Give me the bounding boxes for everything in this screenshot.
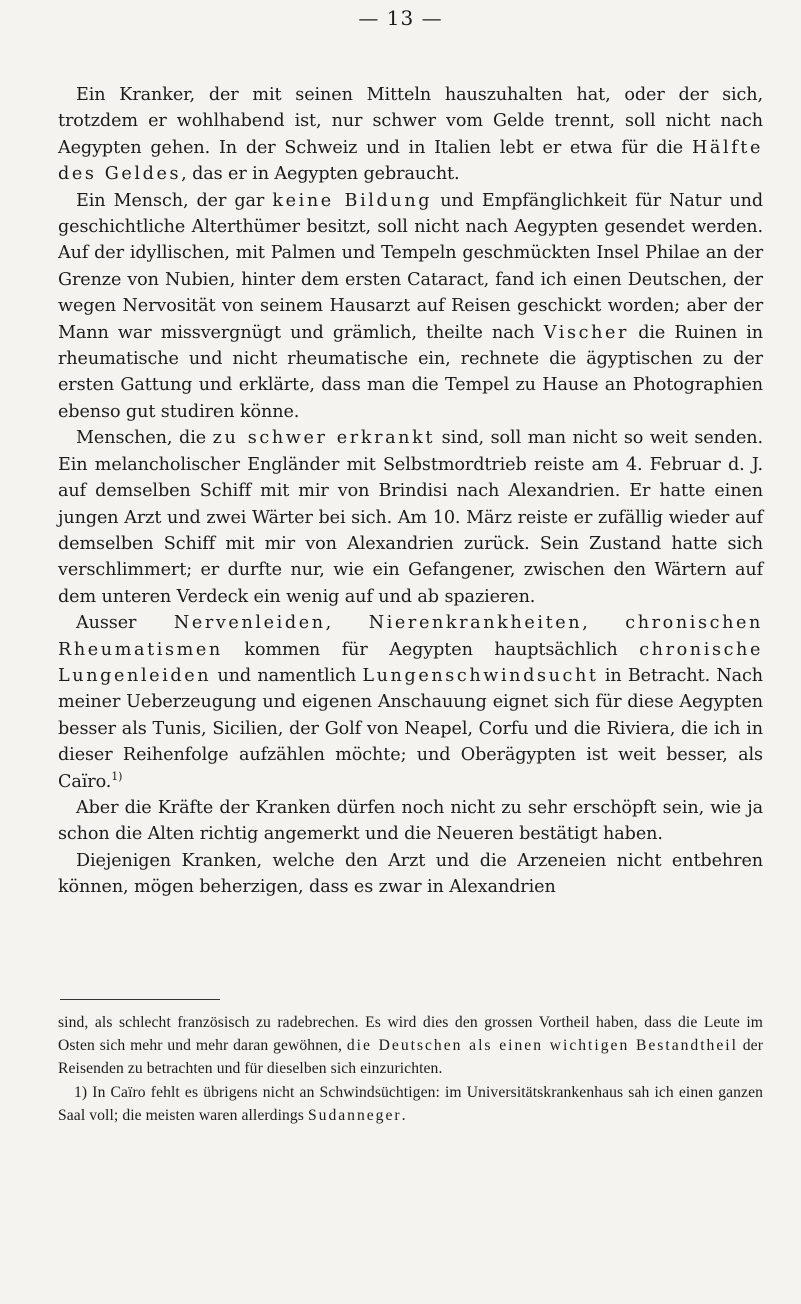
text-run: Ein Mensch, der gar	[76, 190, 273, 211]
footnote-marker: 1)	[111, 769, 123, 783]
text-run: Aber die Kräfte der Kranken dürfen noch nicht zu sehr erschöpft sein, wie ja schon die Alten richtig angemerkt und die Neueren bestätigt haben.	[58, 797, 763, 845]
page-number: — 13 —	[358, 6, 443, 30]
emphasis-spaced: chronischen Rheumatismen	[58, 613, 763, 660]
footnote-divider	[60, 999, 220, 1000]
text-run: Ein Kranker, der mit seinen Mitteln hauszuhalten hat, oder der sich, trotzdem er wohlhabend ist, nur schwer vom Gelde trennt, soll nicht nach Aegypten gehen. In der Schweiz und in Italien lebt er etwa für die	[58, 85, 763, 158]
text-run: .	[401, 1106, 406, 1124]
text-run: Diejenigen Kranken, welche den Arzt und die Arzeneien nicht entbehren können, mögen beherzigen, dass es zwar in Alexandrien	[58, 850, 763, 898]
main-text	[58, 82, 763, 901]
text-run: und namentlich	[211, 665, 363, 686]
text-run: und Empfänglichkeit für Natur und geschichtliche Alterthümer besitzt, soll nicht nach Aegypten gesendet werden. Auf der idyllischen, mit Palmen und Tempeln geschmückten Insel Philae an der Grenze von Nubien, hinter dem ersten Cataract, fand ich einen Deutschen, der wegen Nervosität von seinem Hausarzt auf Reisen geschickt worden; aber der Mann war missvergnügt und grämlich, theilte nach	[58, 190, 763, 343]
paragraph-3	[58, 425, 763, 610]
emphasis-spaced: keine Bildung	[272, 190, 433, 211]
emphasis-spaced: zu schwer erkrankt	[212, 428, 436, 449]
text-run: 1) In Caïro fehlt es übrigens nicht an Schwindsüchtigen: im Universitätskrankenhaus sah ich einen ganzen Saal voll; die meisten waren allerdings	[58, 1083, 763, 1124]
text-run: die Ruinen in rheumatische und nicht rheumatische ein, rechnete die ägyptischen zu der ersten Gattung und erklärte, dass man die Tempel zu Hause an Photographien ebenso gut studiren könne.	[58, 322, 763, 422]
footnote-continued	[58, 1011, 763, 1081]
text-run: Menschen, die	[76, 428, 213, 449]
footnote-1	[58, 1081, 763, 1127]
emphasis-spaced: Lungenschwindsucht	[362, 665, 599, 686]
emphasis-spaced: Nierenkrankheiten	[368, 613, 583, 634]
text-run: ,	[325, 613, 369, 634]
emphasis-spaced: Hälfte des Geldes	[58, 137, 763, 185]
emphasis-spaced: Vischer	[543, 322, 630, 343]
paragraph-1	[58, 82, 763, 188]
emphasis-spaced: Nervenleiden	[173, 613, 326, 634]
text-run: , das er in Aegypten gebraucht.	[181, 164, 460, 185]
text-run: sind, als schlecht französisch zu radebrechen. Es wird dies den grossen Vortheil haben, dass die Leute im Osten sich mehr und mehr daran gewöhnen,	[58, 1014, 763, 1055]
paragraph-6	[58, 848, 763, 901]
emphasis-spaced: Sudanneger	[307, 1106, 402, 1124]
text-run: der Reisenden zu betrachten und für dieselben sich einzurichten.	[58, 1037, 763, 1078]
footnotes	[58, 1011, 763, 1127]
paragraph-4	[58, 610, 763, 795]
text-run: in Betracht. Nach meiner Ueberzeugung und eigenen Anschauung eignet sich für diese Aegypten besser als Tunis, Sicilien, der Golf von Neapel, Corfu und die Riviera, die ich in dieser Reihenfolge aufzählen möchte; und Oberägypten ist weit besser, als Caïro.	[58, 665, 763, 792]
text-run: ,	[582, 613, 626, 634]
text-run: sind, soll man nicht so weit senden. Ein melancholischer Engländer mit Selbstmordtrieb reiste am 4. Februar d. J. auf demselben Schiff mit mir von Brindisi nach Alexandrien. Er hatte einen jungen Arzt und zwei Wärter bei sich. Am 10. März reiste er zufällig wieder auf demselben Schiff mit mir von Alexandrien zurück. Sein Zustand hatte sich verschlimmert; er durfte nur, wie ein Gefangener, zwischen den Wärtern auf dem unteren Verdeck ein wenig auf und ab spazieren.	[58, 428, 763, 607]
paragraph-2	[58, 188, 763, 426]
text-run: kommen für Aegypten hauptsächlich	[222, 639, 640, 660]
emphasis-spaced: chronische Lungenleiden	[58, 639, 763, 686]
text-run: Ausser	[76, 613, 174, 634]
emphasis-spaced: die Deutschen als einen wichtigen Bestandtheil	[346, 1037, 738, 1055]
paragraph-5	[58, 795, 763, 848]
